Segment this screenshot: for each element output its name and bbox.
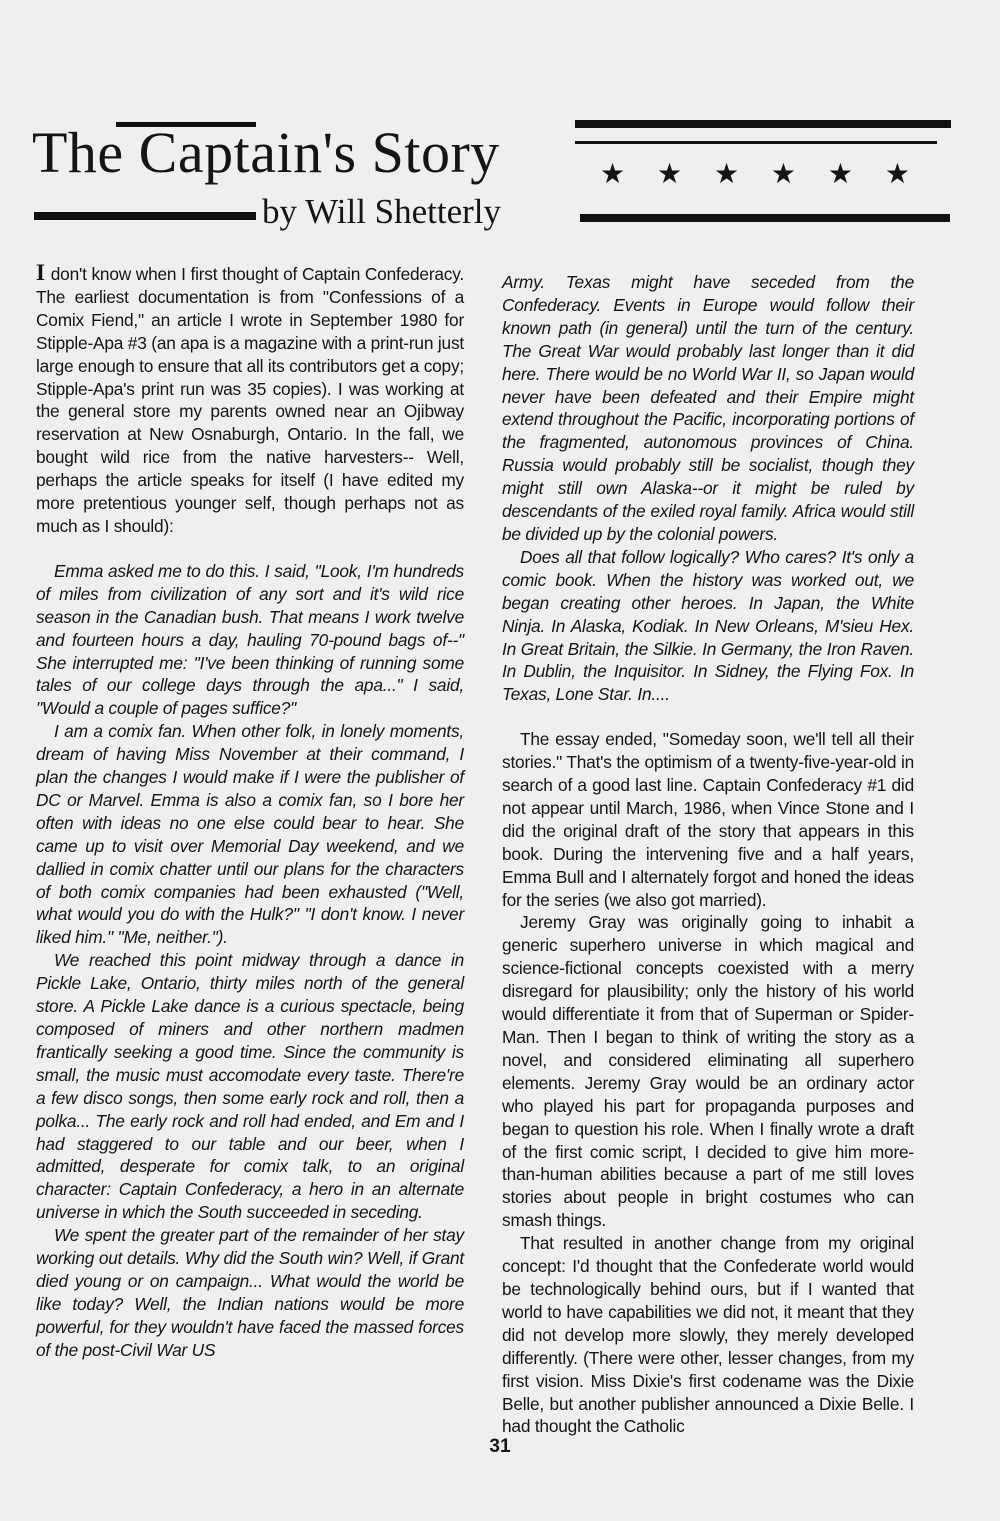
drop-cap: I	[36, 260, 45, 285]
paragraph: That resulted in another change from my original concept: I'd thought that the Confederate world would be technologically behind ours, but if I wanted that world to have capabilities we did not, it meant that they did not develop more slowly, they merely developed differently. (There were other, lesser changes, from my first vision. Miss Dixie's first codename was the Dixie Belle, but another publisher announced a Dixie Belle. I had thought the Catholic	[502, 1233, 914, 1437]
byline-rule-right	[580, 214, 950, 222]
paragraph: Does all that follow logically? Who cares? It's only a comic book. When the history was worked out, we began creating other heroes. In Japan, the White Ninja. In Alaska, Kodiak. In New Orleans, M'sieu Hex. In Great Britain, the Silkie. In Germany, the Iron Raven. In Dublin, the Inquisitor. In Sidney, the Flying Fox. In Texas, Lone Star. In....	[502, 546, 914, 705]
paragraph: I don't know when I first thought of Captain Confederacy. The earliest documentation is from "Confessions of a Comix Fiend," an article I wrote in September 1980 for Stipple-Apa #3 (an apa is a magazine with a print-run just large enough to ensure that all its contributors get a copy; Stipple-Apa's print run was 35 copies). I was working at the general store my parents owned near an Ojibway reservation at New Osnaburgh, Ontario. In the fall, we bought wild rice from the native harvesters-- Well, perhaps the article speaks for itself (I have edited my more pretentious younger self, though perhaps not as much as I should):	[36, 260, 464, 536]
paragraph: Emma asked me to do this. I said, "Look, I'm hundreds of miles from civilization of any sort and it's wild rice season in the Canadian bush. That means I work twelve and fourteen hours a day, hauling 70-pound bags of--" She interrupted me: "I've been thinking of running some tales of our college days through the apa..." I said, "Would a couple of pages suffice?"	[36, 560, 464, 719]
paragraph: Army. Texas might have seceded from the Confederacy. Events in Europe would follow their known path (in general) until the turn of the century. The Great War would probably last longer than it did here. There would be no World War II, so Japan would never have been defeated and their Empire might extend throughout the Pacific, incorporating portions of the fragmented, autonomous provinces of China. Russia would probably still be socialist, though they might still own Alaska--or it might be ruled by descendants of the exiled royal family. Africa would still be divided up by the colonial powers.	[502, 272, 914, 544]
byline-rule-left	[34, 212, 256, 220]
paragraph: I am a comix fan. When other folk, in lonely moments, dream of having Miss November at their command, I plan the changes I would make if I were the publisher of DC or Marvel. Emma is also a comix fan, so I bore her often with ideas no one else could bear to hear. She came up to visit over Memorial Day weekend, and we dallied in comix chatter until our plans for the characters of both comix companies had been exhausted ("Well, what would you do with the Hulk?" "I don't know. I never liked him." "Me, neither.").	[36, 721, 464, 948]
star-icon: ★	[827, 158, 853, 189]
paragraph: Jeremy Gray was originally going to inhabit a generic superhero universe in which magical and science-fictional concepts coexisted with a merry disregard for plausibility; only the history of his world would differentiate it from that of Superman or Spider-Man. Then I began to think of writing the story as a novel, and considered eliminating all superhero elements. Jeremy Gray would be an ordinary actor who played his part for propaganda purposes and began to question his role. When I finally wrote a draft of the first comic script, I decided to give him more-than-human abilities because a part of me still loves stories about people in bright costumes who can smash things.	[502, 912, 914, 1231]
paragraph: We reached this point midway through a dance in Pickle Lake, Ontario, thirty miles north of the general store. A Pickle Lake dance is a curious spectacle, being composed of miners and other northern madmen frantically seeking a good time. Since the community is small, the music must accomodate every taste. There're a few disco songs, then some early rock and roll, then a polka... The early rock and roll had ended, and Em and I had staggered to our table and our beer, when I admitted, desperate for comix talk, to an original character: Captain Confederacy, a hero in an alternate universe in which the South succeeded in seceding.	[36, 950, 464, 1223]
star-icon: ★	[656, 158, 683, 189]
right-column	[502, 271, 914, 1438]
paragraph: The essay ended, "Someday soon, we'll tell all their stories." That's the optimism of a twenty-five-year-old in search of a good last line. Captain Confederacy #1 did not appear until March, 1986, when Vince Stone and I did the original draft of the story that appears in this book. During the intervening five and a half years, Emma Bull and I alternately forgot and honed the ideas for the series (we also got married).	[502, 729, 914, 910]
article-title: The Captain's Story	[32, 120, 500, 185]
star-icon: ★	[600, 158, 626, 189]
star-icon: ★	[770, 158, 797, 189]
star-icon: ★	[884, 158, 910, 189]
star-row	[575, 155, 935, 193]
page-number: 31	[489, 1436, 511, 1457]
star-icon: ★	[713, 158, 740, 189]
paragraph: We spent the greater part of the remainder of her stay working out details. Why did the South win? Well, if Grant died young or on campaign... What would the world be like today? Well, the Indian nations would be more powerful, for they wouldn't have faced the massed forces of the post-Civil War US	[36, 1225, 464, 1360]
title-rule-top-right	[575, 120, 951, 128]
title-rule-thin-right	[575, 141, 937, 144]
left-column	[36, 262, 464, 1362]
byline: by Will Shetterly	[262, 192, 502, 231]
